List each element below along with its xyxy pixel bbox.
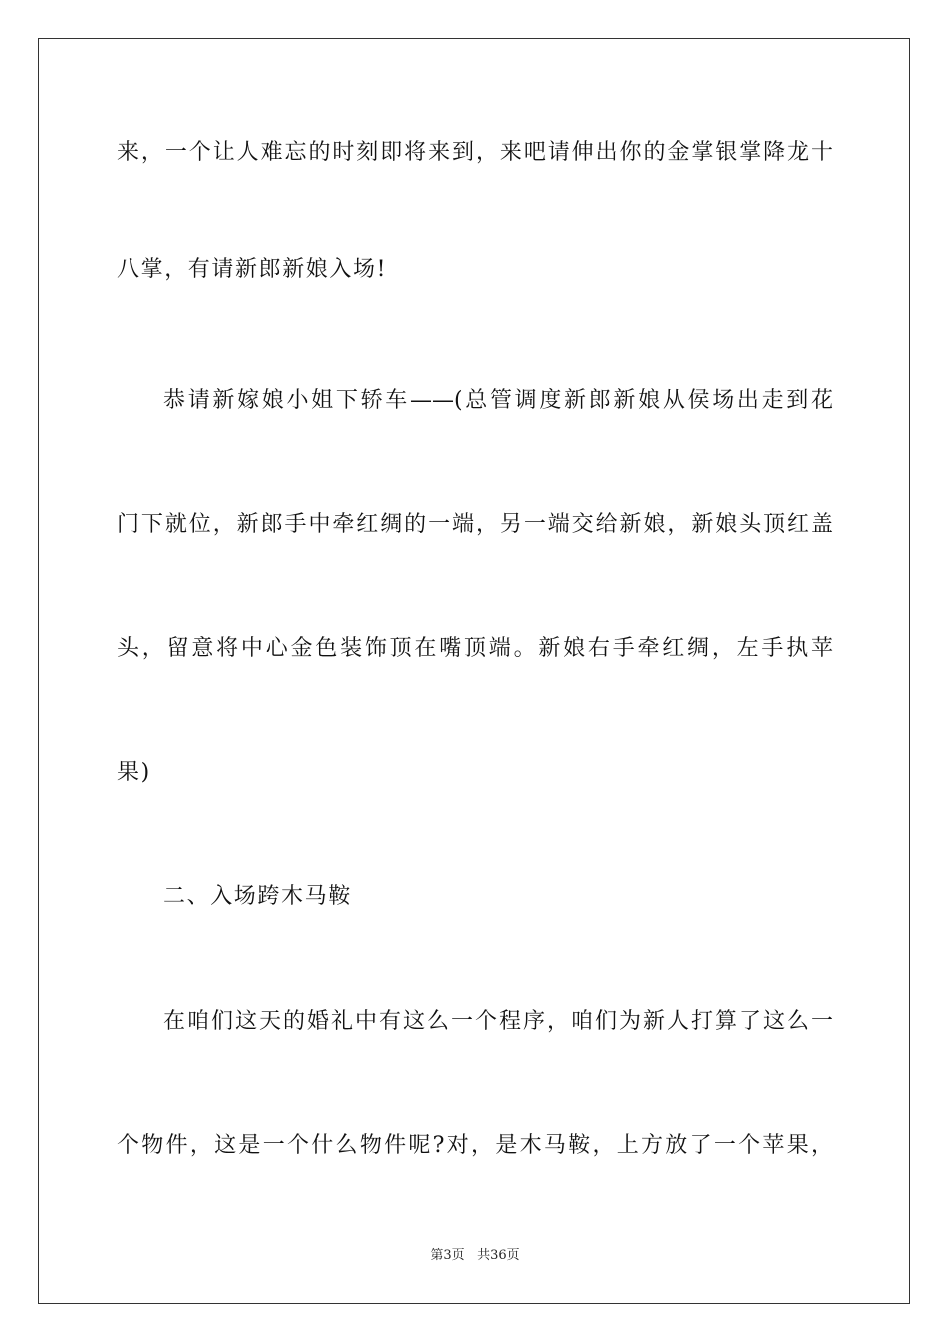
body-line-8: 在咱们这天的婚礼中有这么一个程序，咱们为新人打算了这么一	[163, 1009, 833, 1034]
body-line-5: 头，留意将中心金色装饰顶在嘴顶端。新娘右手牵红绸，左手执苹	[117, 636, 833, 661]
page-number: 第3页	[430, 1248, 465, 1263]
body-line-4: 门下就位，新郎手中牵红绸的一端，另一端交给新娘，新娘头顶红盖	[117, 512, 833, 537]
page-frame	[38, 38, 910, 1304]
body-line-9: 个物件，这是一个什么物件呢?对，是木马鞍，上方放了一个苹果，	[117, 1133, 833, 1158]
body-line-2: 八掌，有请新郎新娘入场!	[117, 257, 388, 282]
page-footer	[0, 1247, 950, 1265]
section-heading: 二、入场跨木马鞍	[163, 884, 352, 909]
body-line-6: 果)	[117, 760, 151, 785]
page-total: 共36页	[477, 1248, 520, 1263]
body-line-3: 恭请新嫁娘小姐下轿车——(总管调度新郎新娘从侯场出走到花	[163, 388, 833, 413]
body-line-1: 来，一个让人难忘的时刻即将来到，来吧请伸出你的金掌银掌降龙十	[117, 140, 833, 165]
